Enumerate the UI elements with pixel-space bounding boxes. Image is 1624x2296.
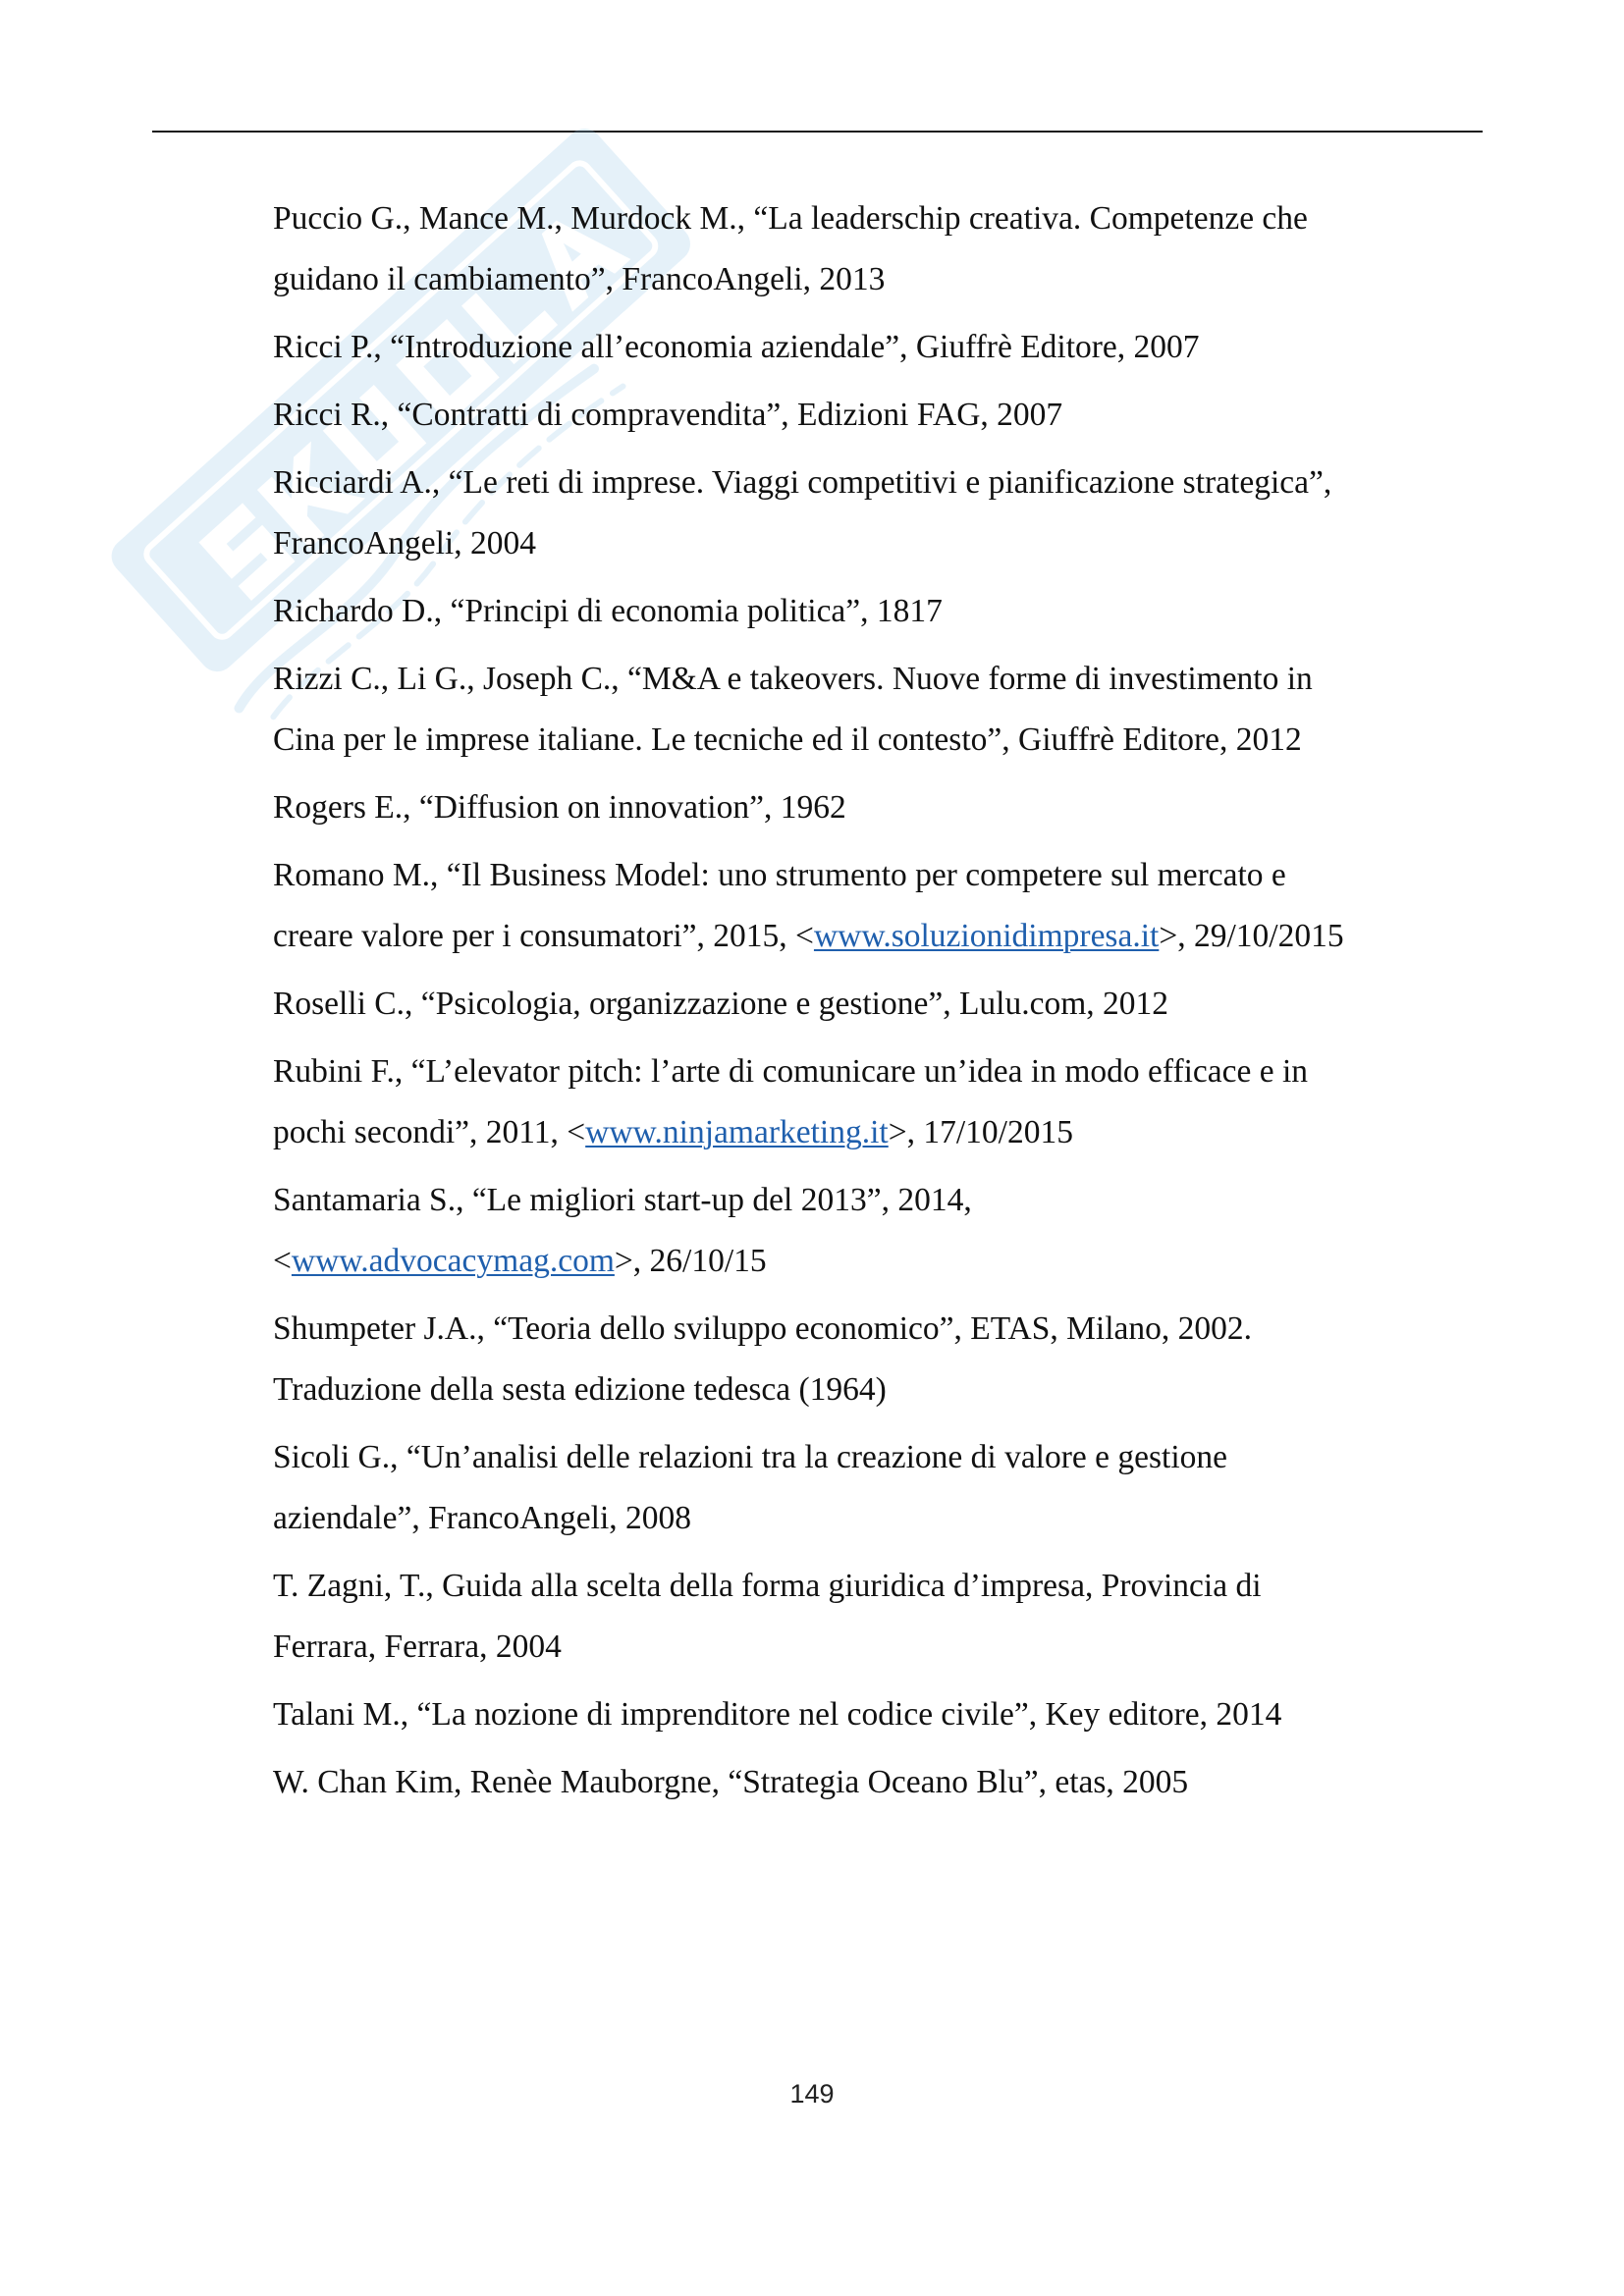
- reference-text: Rizzi C., Li G., Joseph C., “M&A e takeovers. Nuove forme di investimento in: [273, 661, 1313, 697]
- reference-entry: [273, 1420, 1490, 1549]
- reference-text: Ricci R., “Contratti di compravendita”, Edizioni FAG, 2007: [273, 397, 1063, 433]
- reference-text: pochi secondi”, 2011, <: [273, 1114, 586, 1150]
- reference-line: [273, 1102, 1490, 1163]
- reference-text: Roselli C., “Psicologia, organizzazione e gestione”, Lulu.com, 2012: [273, 986, 1169, 1022]
- reference-text: Rogers E., “Diffusion on innovation”, 1962: [273, 789, 846, 826]
- reference-entry: [273, 771, 1490, 838]
- reference-entry: [273, 1678, 1490, 1745]
- reference-line: [273, 249, 1490, 310]
- reference-line: [273, 1292, 1490, 1360]
- reference-line: [273, 378, 1490, 446]
- reference-text: >, 29/10/2015: [1159, 918, 1344, 954]
- reference-line: [273, 513, 1490, 574]
- reference-text: >, 17/10/2015: [888, 1114, 1073, 1150]
- reference-link[interactable]: www.soluzionidimpresa.it: [813, 918, 1160, 954]
- reference-text: <: [273, 1243, 292, 1279]
- reference-entry: [273, 378, 1490, 446]
- reference-line: [273, 1231, 1490, 1292]
- reference-text: Rubini F., “L’elevator pitch: l’arte di comunicare un’idea in modo efficace e in: [273, 1053, 1309, 1090]
- reference-entry: [273, 838, 1490, 967]
- reference-entry: [273, 1549, 1490, 1678]
- reference-text: Romano M., “Il Business Model: uno strumento per competere sul mercato e: [273, 857, 1286, 893]
- reference-link[interactable]: www.ninjamarketing.it: [585, 1114, 889, 1150]
- reference-entry: [273, 1163, 1490, 1292]
- bibliography-list: [273, 188, 1490, 1813]
- reference-text: Ferrara, Ferrara, 2004: [273, 1629, 562, 1665]
- reference-text: Ricciardi A., “Le reti di imprese. Viaggi competitivi e pianificazione strategica”,: [273, 464, 1332, 501]
- reference-entry: [273, 642, 1490, 771]
- header-rule: [152, 131, 1483, 133]
- reference-line: [273, 310, 1490, 378]
- reference-line: [273, 1745, 1490, 1813]
- reference-line: [273, 1035, 1490, 1102]
- reference-entry: [273, 967, 1490, 1035]
- reference-line: [273, 1617, 1490, 1678]
- reference-entry: [273, 574, 1490, 642]
- reference-entry: [273, 1292, 1490, 1420]
- reference-line: [273, 1549, 1490, 1617]
- page-number: 149: [789, 2079, 835, 2109]
- reference-line: [273, 838, 1490, 906]
- reference-line: [273, 446, 1490, 513]
- reference-text: guidano il cambiamento”, FrancoAngeli, 2013: [273, 261, 886, 297]
- reference-entry: [273, 310, 1490, 378]
- reference-text: >, 26/10/15: [614, 1243, 767, 1279]
- reference-entry: [273, 188, 1490, 310]
- reference-entry: [273, 1035, 1490, 1163]
- reference-text: Richardo D., “Principi di economia politica”, 1817: [273, 593, 943, 629]
- reference-text: Cina per le imprese italiane. Le tecniche ed il contesto”, Giuffrè Editore, 2012: [273, 721, 1302, 758]
- reference-text: W. Chan Kim, Renèe Mauborgne, “Strategia Oceano Blu”, etas, 2005: [273, 1764, 1189, 1800]
- reference-text: Ricci P., “Introduzione all’economia aziendale”, Giuffrè Editore, 2007: [273, 329, 1200, 365]
- reference-text: Traduzione della sesta edizione tedesca (1964): [273, 1371, 887, 1408]
- reference-text: creare valore per i consumatori”, 2015, <: [273, 918, 814, 954]
- reference-line: [273, 710, 1490, 771]
- reference-line: [273, 1420, 1490, 1488]
- reference-line: [273, 1163, 1490, 1231]
- reference-text: Puccio G., Mance M., Murdock M., “La leaderschip creativa. Competenze che: [273, 200, 1308, 237]
- reference-line: [273, 771, 1490, 838]
- reference-entry: [273, 446, 1490, 574]
- reference-text: Talani M., “La nozione di imprenditore nel codice civile”, Key editore, 2014: [273, 1696, 1282, 1733]
- reference-text: FrancoAngeli, 2004: [273, 525, 536, 561]
- reference-line: [273, 1678, 1490, 1745]
- reference-text: T. Zagni, T., Guida alla scelta della forma giuridica d’impresa, Provincia di: [273, 1568, 1262, 1604]
- reference-line: [273, 574, 1490, 642]
- reference-text: Sicoli G., “Un’analisi delle relazioni tra la creazione di valore e gestione: [273, 1439, 1228, 1475]
- reference-text: aziendale”, FrancoAngeli, 2008: [273, 1500, 692, 1536]
- reference-line: [273, 188, 1490, 249]
- reference-entry: [273, 1745, 1490, 1813]
- reference-line: [273, 1360, 1490, 1420]
- reference-text: Santamaria S., “Le migliori start-up del 2013”, 2014,: [273, 1182, 972, 1218]
- reference-line: [273, 642, 1490, 710]
- reference-link[interactable]: www.advocacymag.com: [291, 1243, 615, 1279]
- reference-line: [273, 967, 1490, 1035]
- reference-line: [273, 906, 1490, 967]
- reference-text: Shumpeter J.A., “Teoria dello sviluppo economico”, ETAS, Milano, 2002.: [273, 1310, 1253, 1347]
- reference-line: [273, 1488, 1490, 1549]
